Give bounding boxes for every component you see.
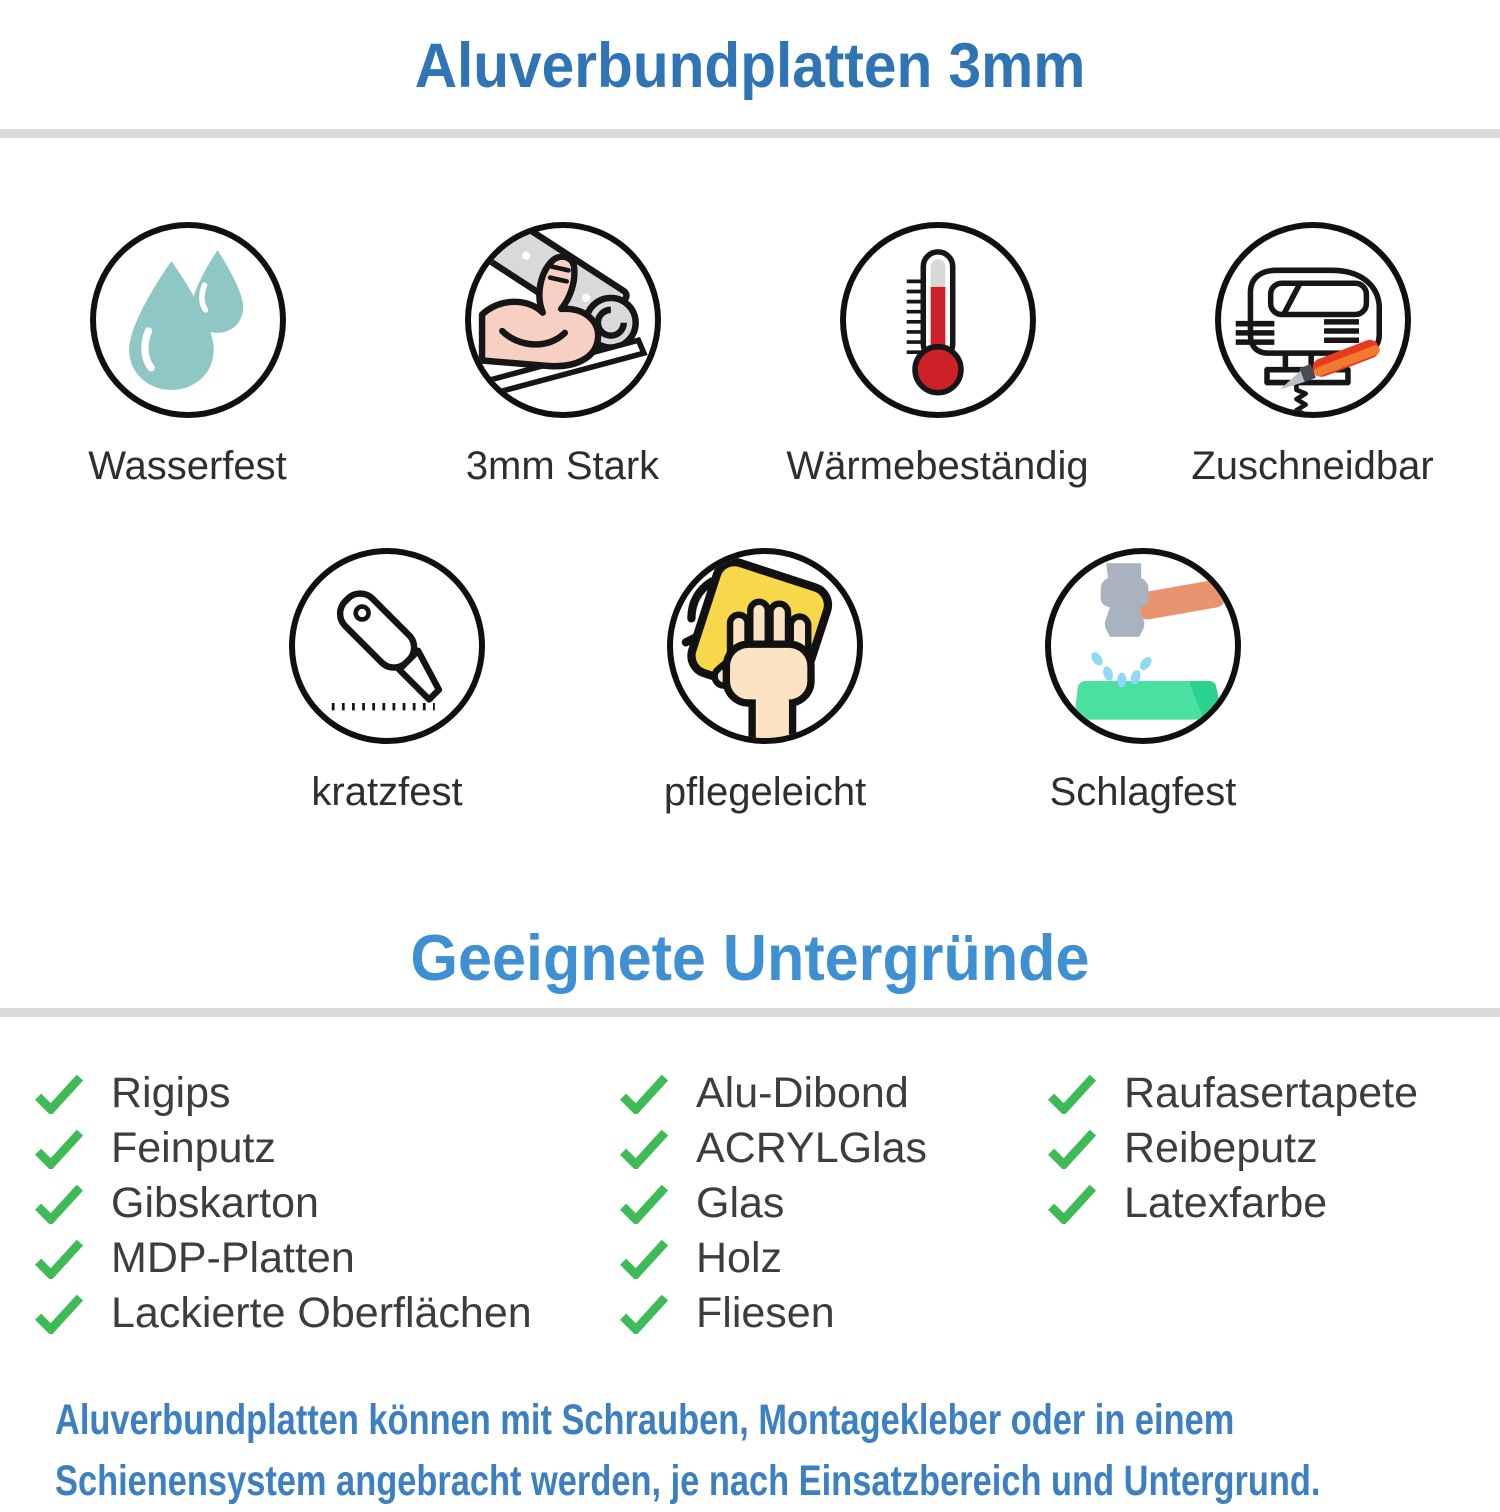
substrate-label: Alu-Dibond xyxy=(696,1069,909,1117)
water-drops-icon xyxy=(96,228,280,412)
check-icon xyxy=(1046,1184,1098,1224)
features-row-2 xyxy=(15,548,1500,815)
icon-circle xyxy=(465,222,661,418)
feature-label: pflegeleicht xyxy=(663,770,867,814)
substrate-label: ACRYLGlas xyxy=(696,1124,928,1172)
substrates-column-2 xyxy=(618,1066,927,1341)
substrate-item xyxy=(33,1121,532,1176)
substrates-column-1 xyxy=(33,1066,532,1341)
substrate-item xyxy=(33,1066,532,1121)
check-icon xyxy=(618,1074,670,1114)
utility-knife-icon xyxy=(295,554,479,738)
check-icon xyxy=(33,1294,85,1334)
feature-pflegeleicht xyxy=(576,548,954,815)
substrate-item xyxy=(33,1231,532,1286)
substrate-item xyxy=(1046,1066,1418,1121)
icon-circle xyxy=(840,222,1036,418)
icon-circle xyxy=(289,548,485,744)
substrate-label: Reibeputz xyxy=(1124,1124,1318,1172)
substrate-label: Lackierte Oberflächen xyxy=(111,1289,532,1337)
feature-label: Zuschneidbar xyxy=(1191,444,1434,488)
check-icon xyxy=(33,1239,85,1279)
cleaning-hand-icon xyxy=(673,554,857,738)
feature-3mm-stark xyxy=(375,222,750,489)
substrate-label: Raufasertapete xyxy=(1124,1069,1419,1117)
check-icon xyxy=(618,1239,670,1279)
check-icon xyxy=(33,1184,85,1224)
substrate-item xyxy=(618,1121,927,1176)
check-icon xyxy=(33,1074,85,1114)
substrate-label: Glas xyxy=(696,1179,785,1227)
substrate-label: Rigips xyxy=(111,1069,231,1117)
substrate-label: Fliesen xyxy=(696,1289,835,1337)
page-title: Aluverbundplatten 3mm xyxy=(414,31,1086,101)
hammer-impact-icon xyxy=(1051,554,1235,738)
feature-waermebestaendig xyxy=(750,222,1125,489)
mounting-note-line-1: Aluverbundplatten können mit Schrauben, Montagekleber oder in einem xyxy=(55,1396,1235,1444)
substrate-label: Holz xyxy=(696,1234,783,1282)
substrate-item xyxy=(1046,1176,1418,1231)
feature-wasserfest xyxy=(0,222,375,489)
mounting-note-line-2: Schienensystem angebracht werden, je nach Einsatzbereich und Untergrund. xyxy=(55,1457,1321,1505)
feature-schlagfest xyxy=(954,548,1332,815)
substrate-label: Feinputz xyxy=(111,1124,276,1172)
substrate-item xyxy=(1046,1121,1418,1176)
thermometer-icon xyxy=(846,228,1030,412)
substrate-item xyxy=(618,1231,927,1286)
substrate-label: Latexfarbe xyxy=(1124,1179,1328,1227)
feature-label: Wärmebeständig xyxy=(786,444,1089,488)
feature-zuschneidbar xyxy=(1125,222,1500,489)
substrate-item xyxy=(618,1176,927,1231)
check-icon xyxy=(618,1129,670,1169)
substrate-item xyxy=(618,1066,927,1121)
feature-label: Schlagfest xyxy=(1049,770,1237,814)
substrate-label: Gibskarton xyxy=(111,1179,319,1227)
icon-circle xyxy=(667,548,863,744)
substrate-item xyxy=(33,1176,532,1231)
icon-circle xyxy=(1215,222,1411,418)
divider-top xyxy=(0,129,1500,138)
feature-label: 3mm Stark xyxy=(465,444,660,488)
feature-label: Wasserfest xyxy=(88,444,287,488)
substrate-item xyxy=(33,1286,532,1341)
divider-middle xyxy=(0,1008,1500,1017)
substrate-label: MDP-Platten xyxy=(111,1234,355,1282)
check-icon xyxy=(618,1184,670,1224)
substrates-column-3 xyxy=(1046,1066,1418,1231)
icon-circle xyxy=(90,222,286,418)
icon-circle xyxy=(1045,548,1241,744)
check-icon xyxy=(1046,1129,1098,1169)
strong-arm-icon xyxy=(471,228,655,412)
jigsaw-cutter-icon xyxy=(1221,228,1405,412)
feature-label: kratzfest xyxy=(311,770,463,814)
section-title: Geeignete Untergründe xyxy=(410,921,1090,994)
feature-kratzfest xyxy=(198,548,576,815)
check-icon xyxy=(1046,1074,1098,1114)
substrate-item xyxy=(618,1286,927,1341)
features-row-1 xyxy=(0,222,1500,489)
mounting-note xyxy=(55,1390,1320,1512)
check-icon xyxy=(618,1294,670,1334)
check-icon xyxy=(33,1129,85,1169)
